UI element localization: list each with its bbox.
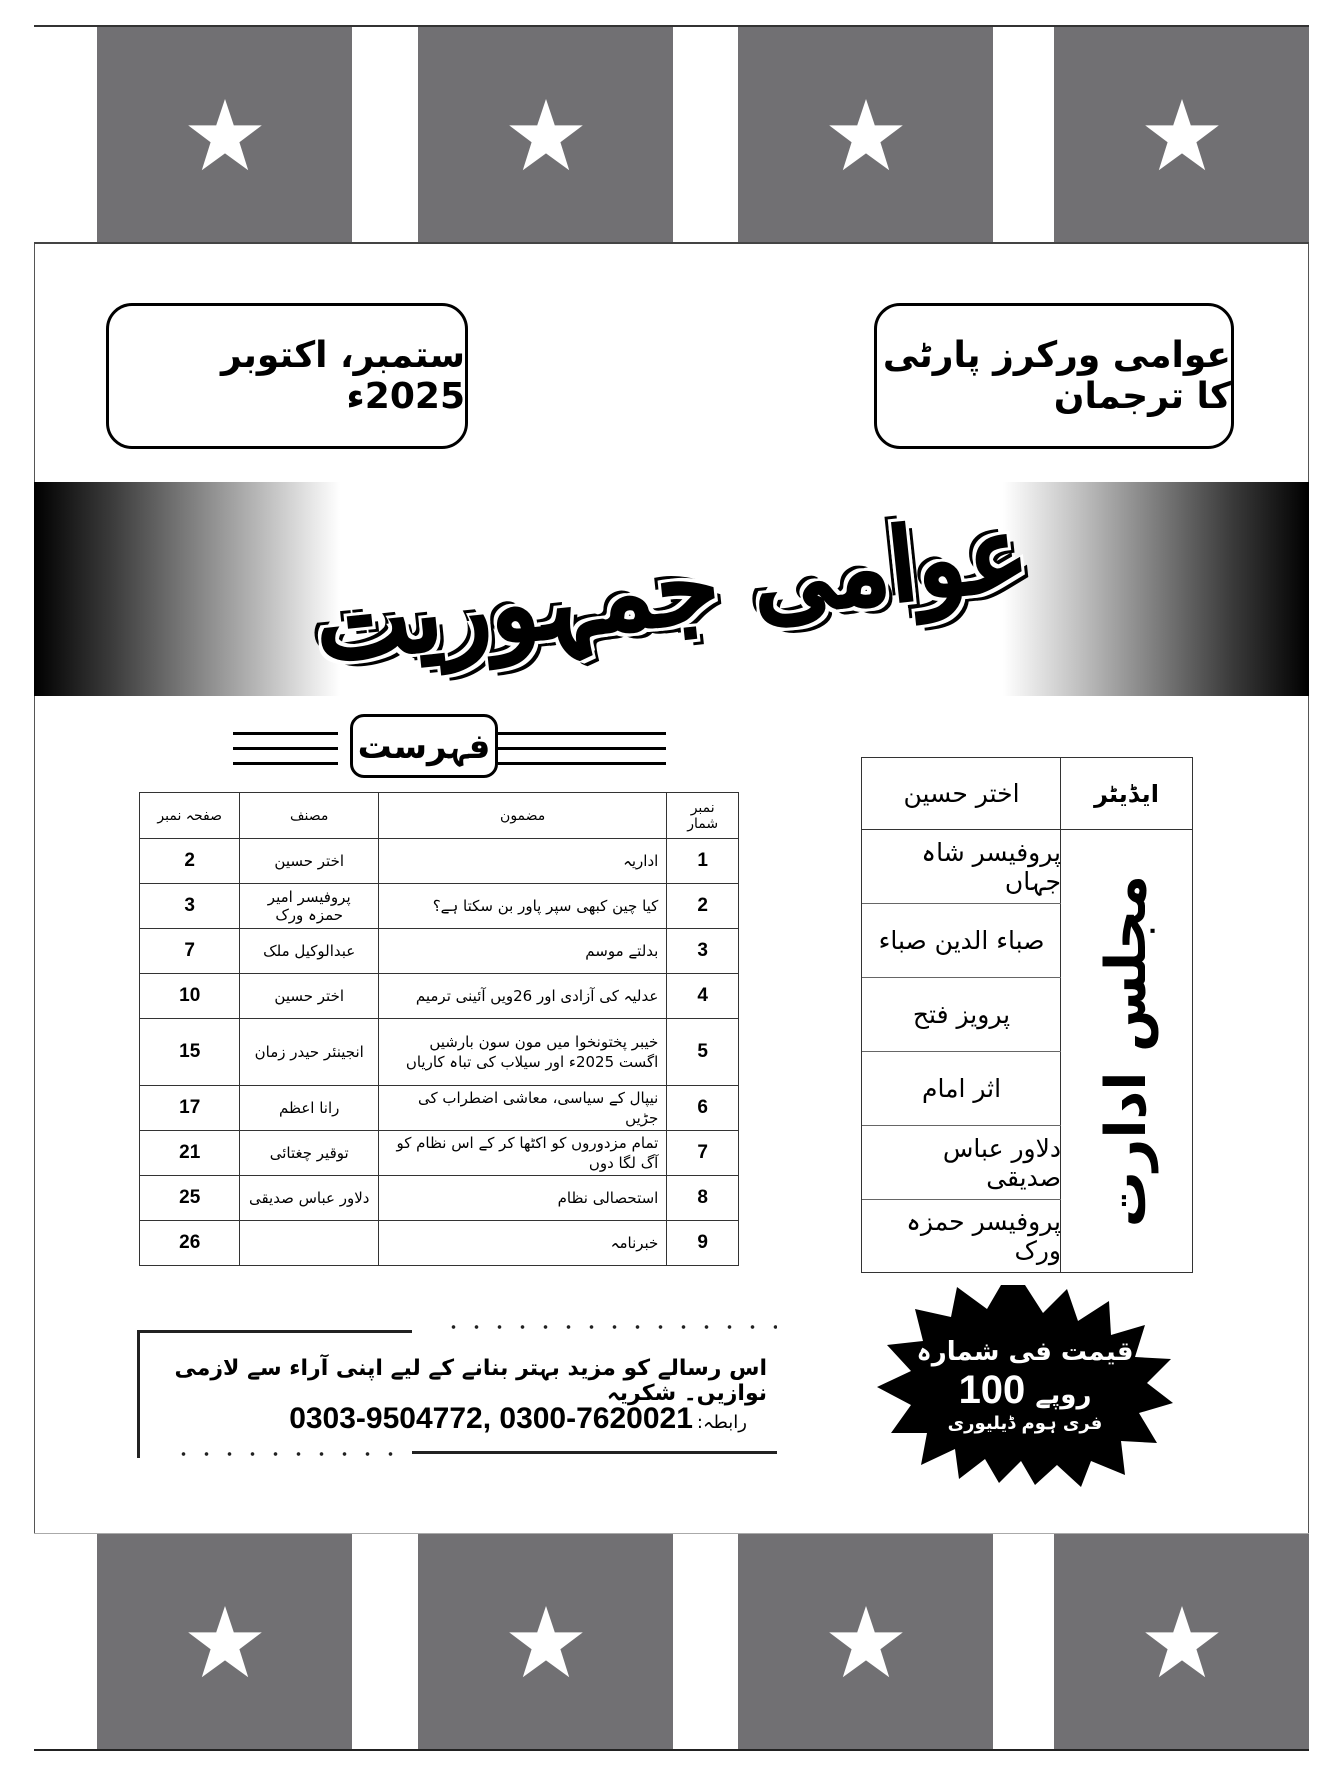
- issue-date: ستمبر، اکتوبر 2025ء: [221, 335, 465, 417]
- row-number: 5: [667, 1019, 739, 1086]
- row-author: توقیر چغتائی: [240, 1131, 379, 1176]
- row-number: 6: [667, 1086, 739, 1131]
- row-number: 2: [667, 884, 739, 929]
- row-page: 2: [140, 839, 240, 884]
- row-page: 26: [140, 1221, 240, 1266]
- table-row[interactable]: [140, 1131, 739, 1176]
- row-title-line1: خیبر پختونخوا میں مون سون بارشیں: [429, 1033, 659, 1051]
- contact-phones[interactable]: 0303-9504772, 0300-7620021: [289, 1402, 693, 1435]
- star-icon: [1142, 95, 1222, 175]
- row-author: عبدالوکیل ملک: [240, 929, 379, 974]
- col-header-title: مضمون: [378, 793, 666, 839]
- table-row[interactable]: [140, 839, 739, 884]
- board-member: پروفیسر حمزہ ورک: [906, 1207, 1061, 1265]
- price-amount: 100: [958, 1368, 1026, 1412]
- row-page: 17: [140, 1086, 240, 1131]
- row-page: 7: [140, 929, 240, 974]
- board-label: مجلس ادارت: [1094, 874, 1159, 1228]
- star-panel: [418, 27, 673, 242]
- board-label-cell: [1060, 830, 1192, 1272]
- delivery-note: فری ہوم ڈیلیوری: [947, 1413, 1103, 1434]
- row-title: تمام مزدوروں کو اکٹھا کر کے اس نظام کو آگ لگا دوں: [378, 1131, 666, 1176]
- decor-line: [233, 732, 338, 735]
- decor-line: [498, 762, 666, 765]
- row-page: 15: [140, 1019, 240, 1086]
- star-panel: [1054, 27, 1309, 242]
- row-title: خبرنامہ: [378, 1221, 666, 1266]
- toc-heading-tag: [350, 714, 498, 778]
- row-author: انجینئر حیدر زمان: [240, 1019, 379, 1086]
- row-title: کیا چین کبھی سپر پاور بن سکتا ہے؟: [378, 884, 666, 929]
- row-number: 9: [667, 1221, 739, 1266]
- bottom-star-banner: [34, 1533, 1309, 1751]
- toc-header-row: [140, 793, 739, 839]
- top-star-banner: [34, 25, 1309, 244]
- table-row[interactable]: [140, 1176, 739, 1221]
- star-panel: [418, 1534, 673, 1749]
- row-page: 10: [140, 974, 240, 1019]
- decor-line: [498, 747, 666, 750]
- tagline-box: [874, 303, 1234, 449]
- decor-line: [137, 1330, 412, 1333]
- row-title: نیپال کے سیاسی، معاشی اضطراب کی جڑیں: [378, 1086, 666, 1131]
- price-amount-row: [959, 1367, 1092, 1413]
- col-header-number: نمبر شمار: [667, 793, 739, 839]
- tagline: عوامی ورکرز پارٹی کا ترجمان: [882, 335, 1231, 417]
- row-author: اختر حسین: [240, 839, 379, 884]
- editorial-board: [861, 757, 1193, 1273]
- star-icon: [826, 95, 906, 175]
- row-title: عدلیہ کی آزادی اور 26ویں آئینی ترمیم: [378, 974, 666, 1019]
- row-title: بدلتے موسم: [378, 929, 666, 974]
- board-member: پروفیسر شاہ جہاں: [862, 830, 1061, 904]
- star-icon: [506, 1602, 586, 1682]
- col-header-page: صفحہ نمبر: [140, 793, 240, 839]
- row-number: 1: [667, 839, 739, 884]
- price-text: [875, 1283, 1175, 1488]
- price-currency: روپے: [1035, 1380, 1092, 1410]
- toc-table: [139, 792, 739, 1266]
- star-icon: [185, 1602, 265, 1682]
- star-panel: [738, 27, 993, 242]
- star-icon: [1142, 1602, 1222, 1682]
- row-author: رانا اعظم: [240, 1086, 379, 1131]
- row-page: 21: [140, 1131, 240, 1176]
- board-member: صباء الدین صباء: [862, 904, 1061, 978]
- star-icon: [185, 95, 265, 175]
- row-title: استحصالی نظام: [378, 1176, 666, 1221]
- decor-line: [498, 732, 666, 735]
- star-icon: [826, 1602, 906, 1682]
- board-member: اثر امام: [862, 1052, 1061, 1126]
- col-header-author: مصنف: [240, 793, 379, 839]
- contact-label: رابطہ:: [696, 1412, 747, 1433]
- feedback-notice: [137, 1330, 777, 1458]
- board-member: پرویز فتح: [862, 978, 1061, 1052]
- table-row[interactable]: [140, 1019, 739, 1086]
- row-page: 25: [140, 1176, 240, 1221]
- star-icon: [506, 95, 586, 175]
- decor-line: [412, 1451, 777, 1454]
- star-panel: [1054, 1534, 1309, 1749]
- row-number: 8: [667, 1176, 739, 1221]
- row-title: [378, 1019, 666, 1086]
- masthead-title: عوامی جمہوریت: [309, 492, 1034, 686]
- editor-name: اختر حسین: [862, 758, 1061, 830]
- decor-line: [233, 762, 338, 765]
- row-title: اداریہ: [378, 839, 666, 884]
- row-author: دلاور عباس صدیقی: [240, 1176, 379, 1221]
- editor-role-label: ایڈیٹر: [1060, 758, 1192, 830]
- table-row[interactable]: [140, 1086, 739, 1131]
- row-author: اختر حسین: [240, 974, 379, 1019]
- issue-date-box: [106, 303, 468, 449]
- decor-line: [233, 747, 338, 750]
- row-title-line2: اگست 2025ء اور سیلاب کی تباہ کاریاں: [405, 1053, 659, 1071]
- toc-heading-text: فہرست: [357, 726, 491, 767]
- row-number: 3: [667, 929, 739, 974]
- row-author: پروفیسر امیر حمزہ ورک: [240, 884, 379, 929]
- star-panel: [738, 1534, 993, 1749]
- table-row[interactable]: [140, 929, 739, 974]
- contact-line: [289, 1402, 747, 1436]
- star-panel: [97, 27, 352, 242]
- row-page: 3: [140, 884, 240, 929]
- feedback-message: اس رسالے کو مزید بہتر بنانے کے لیے اپنی آراء سے لازمی نوازیں۔ شکریہ: [174, 1356, 767, 1406]
- decor-dots: [442, 1324, 777, 1330]
- decor-dots: [172, 1451, 397, 1457]
- row-number: 4: [667, 974, 739, 1019]
- masthead-banner: [34, 482, 1309, 696]
- price-label: قیمت فی شمارہ: [916, 1337, 1134, 1367]
- row-author: [240, 1221, 379, 1266]
- price-badge: [875, 1283, 1175, 1488]
- toc-heading: [233, 712, 538, 782]
- table-row[interactable]: [140, 974, 739, 1019]
- row-number: 7: [667, 1131, 739, 1176]
- table-row[interactable]: [140, 884, 739, 929]
- star-panel: [97, 1534, 352, 1749]
- board-member: دلاور عباس صدیقی: [862, 1126, 1061, 1200]
- table-row[interactable]: [140, 1221, 739, 1266]
